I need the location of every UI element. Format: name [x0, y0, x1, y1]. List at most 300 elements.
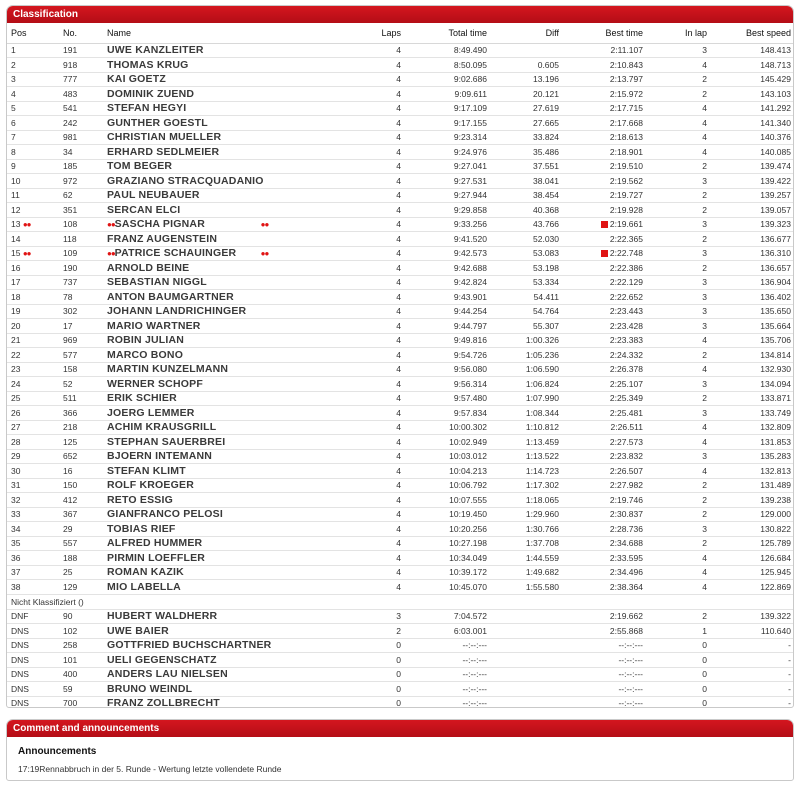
- cell-best: 2:19.727: [563, 188, 647, 203]
- cell-speed: 139.257: [711, 188, 794, 203]
- col-header-name: Name: [103, 23, 341, 43]
- cell-total: 9:17.109: [405, 101, 491, 116]
- cell-laps: 4: [341, 290, 405, 305]
- cell-speed: 134.094: [711, 377, 794, 392]
- flag-dots-icon: ●●: [107, 220, 115, 230]
- cell-diff: 1:13.522: [491, 449, 563, 464]
- cell-diff: 1:05.236: [491, 348, 563, 363]
- cell-best: 2:22.365: [563, 232, 647, 247]
- cell-no: 118: [59, 232, 103, 247]
- cell-speed: -: [711, 653, 794, 668]
- best-lap-marker-icon: [601, 250, 608, 257]
- cell-diff: 1:29.960: [491, 507, 563, 522]
- cell-no: 577: [59, 348, 103, 363]
- table-row: [7, 333, 794, 348]
- cell-inlap: 4: [647, 101, 711, 116]
- cell-pos: DNS: [7, 682, 59, 697]
- cell-pos: 21: [7, 333, 59, 348]
- cell-total: 9:33.256: [405, 217, 491, 232]
- cell-inlap: 3: [647, 406, 711, 421]
- cell-best: [563, 217, 647, 232]
- cell-speed: 133.871: [711, 391, 794, 406]
- cell-inlap: 3: [647, 43, 711, 58]
- cell-best: 2:30.837: [563, 507, 647, 522]
- cell-diff: [491, 624, 563, 639]
- cell-pos: 16: [7, 261, 59, 276]
- cell-pos: 37: [7, 565, 59, 580]
- cell-best: 2:15.972: [563, 87, 647, 102]
- cell-best: --:--:---: [563, 667, 647, 682]
- cell-diff: 33.824: [491, 130, 563, 145]
- cell-inlap: 4: [647, 435, 711, 450]
- cell-speed: 131.489: [711, 478, 794, 493]
- cell-pos: 30: [7, 464, 59, 479]
- cell-total: --:--:---: [405, 667, 491, 682]
- cell-diff: 1:55.580: [491, 580, 563, 595]
- cell-total: --:--:---: [405, 696, 491, 708]
- cell-no: 969: [59, 333, 103, 348]
- cell-laps: 4: [341, 217, 405, 232]
- cell-speed: 136.310: [711, 246, 794, 261]
- table-row: [7, 87, 794, 102]
- cell-name: CHRISTIAN MUELLER: [103, 130, 341, 145]
- cell-speed: 148.713: [711, 58, 794, 73]
- cell-speed: 135.650: [711, 304, 794, 319]
- cell-name: HUBERT WALDHERR: [103, 609, 341, 624]
- cell-speed: 131.853: [711, 435, 794, 450]
- cell-total: 9:49.816: [405, 333, 491, 348]
- cell-diff: [491, 667, 563, 682]
- cell-inlap: 4: [647, 464, 711, 479]
- cell-name: BRUNO WEINDL: [103, 682, 341, 697]
- cell-inlap: 4: [647, 565, 711, 580]
- cell-name: ACHIM KRAUSGRILL: [103, 420, 341, 435]
- cell-speed: -: [711, 682, 794, 697]
- cell-inlap: 4: [647, 551, 711, 566]
- cell-speed: 110.640: [711, 624, 794, 639]
- cell-laps: 4: [341, 507, 405, 522]
- cell-name: RETO ESSIG: [103, 493, 341, 508]
- table-row: [7, 217, 794, 232]
- cell-diff: 1:10.812: [491, 420, 563, 435]
- cell-no: 25: [59, 565, 103, 580]
- cell-total: 9:23.314: [405, 130, 491, 145]
- col-header-no: No.: [59, 23, 103, 43]
- cell-name: JOERG LEMMER: [103, 406, 341, 421]
- cell-no: 652: [59, 449, 103, 464]
- cell-diff: 38.041: [491, 174, 563, 189]
- cell-pos: 9: [7, 159, 59, 174]
- cell-total: 10:19.450: [405, 507, 491, 522]
- cell-laps: 4: [341, 478, 405, 493]
- cell-name: PIRMIN LOEFFLER: [103, 551, 341, 566]
- table-row: [7, 667, 794, 682]
- cell-total: 9:27.531: [405, 174, 491, 189]
- cell-total: 9:57.834: [405, 406, 491, 421]
- cell-diff: 1:17.302: [491, 478, 563, 493]
- cell-no: 351: [59, 203, 103, 218]
- cell-laps: 4: [341, 246, 405, 261]
- cell-best-text: 2:19.661: [609, 219, 643, 230]
- cell-laps: 4: [341, 116, 405, 131]
- cell-inlap: 4: [647, 333, 711, 348]
- cell-total: 9:44.254: [405, 304, 491, 319]
- table-row: [7, 522, 794, 537]
- cell-laps: 4: [341, 159, 405, 174]
- cell-name: MARTIN KUNZELMANN: [103, 362, 341, 377]
- cell-pos: 4: [7, 87, 59, 102]
- cell-name: WERNER SCHOPF: [103, 377, 341, 392]
- cell-pos: 35: [7, 536, 59, 551]
- cell-diff: [491, 653, 563, 668]
- cell-best: 2:19.746: [563, 493, 647, 508]
- table-row: [7, 275, 794, 290]
- cell-name: FRANZ AUGENSTEIN: [103, 232, 341, 247]
- cell-inlap: 0: [647, 638, 711, 653]
- cell-no: 62: [59, 188, 103, 203]
- cell-pos: 2: [7, 58, 59, 73]
- cell-name: MIO LABELLA: [103, 580, 341, 595]
- cell-best: 2:19.562: [563, 174, 647, 189]
- cell-laps: 4: [341, 203, 405, 218]
- cell-inlap: 0: [647, 682, 711, 697]
- table-row: [7, 536, 794, 551]
- cell-speed: 139.322: [711, 609, 794, 624]
- cell-best: 2:25.349: [563, 391, 647, 406]
- cell-inlap: 2: [647, 391, 711, 406]
- cell-speed: 139.422: [711, 174, 794, 189]
- cell-no: 218: [59, 420, 103, 435]
- cell-laps: 4: [341, 565, 405, 580]
- classification-body: [7, 43, 794, 708]
- cell-speed: -: [711, 667, 794, 682]
- cell-name: KAI GOETZ: [103, 72, 341, 87]
- cell-laps: 4: [341, 333, 405, 348]
- table-row: [7, 159, 794, 174]
- cell-pos-text: 15: [11, 248, 21, 259]
- cell-inlap: 3: [647, 290, 711, 305]
- cell-speed: 136.904: [711, 275, 794, 290]
- table-row: [7, 290, 794, 305]
- cell-speed: 139.057: [711, 203, 794, 218]
- cell-inlap: 2: [647, 232, 711, 247]
- table-row: [7, 420, 794, 435]
- table-row: [7, 406, 794, 421]
- cell-no: 242: [59, 116, 103, 131]
- classification-header: Classification: [7, 6, 793, 23]
- cell-inlap: 3: [647, 377, 711, 392]
- table-row: [7, 682, 794, 697]
- cell-pos: DNS: [7, 624, 59, 639]
- cell-no: 981: [59, 130, 103, 145]
- cell-speed: 133.749: [711, 406, 794, 421]
- cell-best: 2:22.652: [563, 290, 647, 305]
- cell-best: 2:26.507: [563, 464, 647, 479]
- flag-dots-icon: ●●: [107, 249, 115, 259]
- cell-diff: 13.196: [491, 72, 563, 87]
- cell-inlap: 2: [647, 72, 711, 87]
- cell-pos: DNS: [7, 653, 59, 668]
- cell-total: 10:04.213: [405, 464, 491, 479]
- cell-laps: 4: [341, 464, 405, 479]
- cell-best: --:--:---: [563, 638, 647, 653]
- cell-name: ROLF KROEGER: [103, 478, 341, 493]
- cell-inlap: 2: [647, 348, 711, 363]
- cell-best: 2:22.129: [563, 275, 647, 290]
- table-row: [7, 188, 794, 203]
- cell-pos: 33: [7, 507, 59, 522]
- cell-no: 17: [59, 319, 103, 334]
- cell-name: ALFRED HUMMER: [103, 536, 341, 551]
- cell-speed: 136.402: [711, 290, 794, 305]
- cell-best: 2:23.832: [563, 449, 647, 464]
- cell-name: UELI GEGENSCHATZ: [103, 653, 341, 668]
- cell-name: FRANZ ZOLLBRECHT: [103, 696, 341, 708]
- cell-total: 8:49.490: [405, 43, 491, 58]
- cell-no: 52: [59, 377, 103, 392]
- cell-laps: 4: [341, 130, 405, 145]
- cell-best: 2:23.428: [563, 319, 647, 334]
- cell-name: THOMAS KRUG: [103, 58, 341, 73]
- classification-table: [7, 23, 794, 708]
- table-row: [7, 580, 794, 595]
- cell-name: MARCO BONO: [103, 348, 341, 363]
- col-header-in-lap: In lap: [647, 23, 711, 43]
- cell-total: 9:02.686: [405, 72, 491, 87]
- cell-speed: 139.238: [711, 493, 794, 508]
- cell-diff: 1:13.459: [491, 435, 563, 450]
- flag-dots-icon: ●●: [22, 220, 31, 230]
- cell-inlap: 2: [647, 87, 711, 102]
- cell-diff: [491, 638, 563, 653]
- cell-total: --:--:---: [405, 638, 491, 653]
- cell-no: 972: [59, 174, 103, 189]
- cell-best-text: 2:22.748: [609, 248, 643, 259]
- cell-diff: 1:08.344: [491, 406, 563, 421]
- cell-speed: 139.474: [711, 159, 794, 174]
- table-row: [7, 130, 794, 145]
- cell-pos-text: 13: [11, 219, 21, 230]
- table-row: [7, 507, 794, 522]
- cell-diff: 1:37.708: [491, 536, 563, 551]
- cell-laps: 0: [341, 696, 405, 708]
- cell-laps: 4: [341, 261, 405, 276]
- cell-total: 9:29.858: [405, 203, 491, 218]
- table-row: [7, 362, 794, 377]
- cell-best: 2:27.573: [563, 435, 647, 450]
- cell-speed: -: [711, 638, 794, 653]
- cell-pos: 11: [7, 188, 59, 203]
- cell-no: 78: [59, 290, 103, 305]
- cell-pos: 25: [7, 391, 59, 406]
- table-row: [7, 304, 794, 319]
- cell-inlap: 3: [647, 304, 711, 319]
- table-row: [7, 145, 794, 160]
- cell-laps: 4: [341, 72, 405, 87]
- cell-pos: 28: [7, 435, 59, 450]
- cell-diff: 55.307: [491, 319, 563, 334]
- cell-diff: 35.486: [491, 145, 563, 160]
- col-header-best-time: Best time: [563, 23, 647, 43]
- cell-laps: 0: [341, 682, 405, 697]
- cell-pos: 32: [7, 493, 59, 508]
- table-row: [7, 246, 794, 261]
- table-row: [7, 565, 794, 580]
- cell-total: 10:20.256: [405, 522, 491, 537]
- cell-laps: 4: [341, 435, 405, 450]
- cell-best: --:--:---: [563, 696, 647, 708]
- cell-pos: 36: [7, 551, 59, 566]
- cell-speed: 126.684: [711, 551, 794, 566]
- cell-name: STEFAN KLIMT: [103, 464, 341, 479]
- cell-pos: 38: [7, 580, 59, 595]
- col-header-laps: Laps: [341, 23, 405, 43]
- cell-laps: 4: [341, 188, 405, 203]
- cell-name: ANTON BAUMGARTNER: [103, 290, 341, 305]
- cell-no: 541: [59, 101, 103, 116]
- cell-best: 2:55.868: [563, 624, 647, 639]
- cell-diff: 1:06.590: [491, 362, 563, 377]
- col-header-diff: Diff: [491, 23, 563, 43]
- cell-inlap: 2: [647, 609, 711, 624]
- cell-laps: 4: [341, 58, 405, 73]
- cell-inlap: 0: [647, 667, 711, 682]
- cell-best: 2:27.982: [563, 478, 647, 493]
- cell-no: 90: [59, 609, 103, 624]
- cell-laps: 4: [341, 536, 405, 551]
- cell-laps: 0: [341, 667, 405, 682]
- cell-best: 2:23.383: [563, 333, 647, 348]
- cell-name: GIANFRANCO PELOSI: [103, 507, 341, 522]
- cell-total: 10:27.198: [405, 536, 491, 551]
- cell-speed: 134.814: [711, 348, 794, 363]
- cell-pos: 22: [7, 348, 59, 363]
- cell-pos: 24: [7, 377, 59, 392]
- cell-no: 366: [59, 406, 103, 421]
- cell-best: 2:13.797: [563, 72, 647, 87]
- cell-laps: 4: [341, 101, 405, 116]
- cell-diff: 27.665: [491, 116, 563, 131]
- cell-name: ANDERS LAU NIELSEN: [103, 667, 341, 682]
- cell-name: TOBIAS RIEF: [103, 522, 341, 537]
- cell-no: 700: [59, 696, 103, 708]
- cell-total: 9:42.573: [405, 246, 491, 261]
- cell-no: 190: [59, 261, 103, 276]
- cell-name-text: PATRICE SCHAUINGER: [114, 247, 237, 260]
- cell-no-text: 109: [63, 248, 78, 259]
- cell-name: ROMAN KAZIK: [103, 565, 341, 580]
- table-row: [7, 435, 794, 450]
- cell-inlap: 4: [647, 420, 711, 435]
- cell-name: UWE BAIER: [103, 624, 341, 639]
- cell-speed: 130.822: [711, 522, 794, 537]
- cell-total: 9:09.611: [405, 87, 491, 102]
- cell-inlap: 4: [647, 116, 711, 131]
- cell-name: STEPHAN SAUERBREI: [103, 435, 341, 450]
- cell-laps: 4: [341, 391, 405, 406]
- cell-total: 9:24.976: [405, 145, 491, 160]
- cell-no: 150: [59, 478, 103, 493]
- cell-laps: 4: [341, 362, 405, 377]
- cell-inlap: 4: [647, 145, 711, 160]
- cell-diff: 1:06.824: [491, 377, 563, 392]
- cell-diff: 53.083: [491, 246, 563, 261]
- cell-speed: 122.869: [711, 580, 794, 595]
- cell-no: 412: [59, 493, 103, 508]
- cell-no: 302: [59, 304, 103, 319]
- cell-inlap: 3: [647, 174, 711, 189]
- cell-name: PAUL NEUBAUER: [103, 188, 341, 203]
- cell-best: 2:25.107: [563, 377, 647, 392]
- cell-pos: 29: [7, 449, 59, 464]
- table-row: [7, 232, 794, 247]
- cell-no: 188: [59, 551, 103, 566]
- cell-pos: 1: [7, 43, 59, 58]
- cell-diff: 43.766: [491, 217, 563, 232]
- cell-speed: 148.413: [711, 43, 794, 58]
- cell-laps: 4: [341, 145, 405, 160]
- cell-speed: 132.809: [711, 420, 794, 435]
- cell-inlap: 3: [647, 246, 711, 261]
- table-row: [7, 624, 794, 639]
- cell-name: GOTTFRIED BUCHSCHARTNER: [103, 638, 341, 653]
- cell-pos: [7, 217, 59, 232]
- cell-pos: 18: [7, 290, 59, 305]
- cell-total: 7:04.572: [405, 609, 491, 624]
- cell-speed: 125.789: [711, 536, 794, 551]
- cell-total: 10:39.172: [405, 565, 491, 580]
- cell-pos: 3: [7, 72, 59, 87]
- cell-inlap: 4: [647, 58, 711, 73]
- cell-speed: 136.657: [711, 261, 794, 276]
- cell-pos: DNS: [7, 638, 59, 653]
- cell-pos: 23: [7, 362, 59, 377]
- cell-inlap: 3: [647, 319, 711, 334]
- cell-diff: 54.411: [491, 290, 563, 305]
- cell-best: 2:22.386: [563, 261, 647, 276]
- cell-diff: 27.619: [491, 101, 563, 116]
- cell-total: 9:27.944: [405, 188, 491, 203]
- cell-no: 129: [59, 580, 103, 595]
- table-row: [7, 261, 794, 276]
- table-row: [7, 638, 794, 653]
- cell-diff: 1:00.326: [491, 333, 563, 348]
- cell-no: 400: [59, 667, 103, 682]
- table-header-row: [7, 23, 794, 43]
- cell-best: 2:24.332: [563, 348, 647, 363]
- table-row: [7, 43, 794, 58]
- cell-pos: 27: [7, 420, 59, 435]
- classification-panel: [6, 5, 794, 708]
- cell-laps: 0: [341, 653, 405, 668]
- cell-name: MARIO WARTNER: [103, 319, 341, 334]
- cell-inlap: 4: [647, 130, 711, 145]
- table-row: [7, 377, 794, 392]
- cell-inlap: 2: [647, 159, 711, 174]
- cell-name: ROBIN JULIAN: [103, 333, 341, 348]
- cell-pos: 14: [7, 232, 59, 247]
- cell-pos: 12: [7, 203, 59, 218]
- cell-speed: 135.283: [711, 449, 794, 464]
- cell-no: 737: [59, 275, 103, 290]
- table-row: [7, 203, 794, 218]
- table-row: [7, 174, 794, 189]
- cell-speed: 135.706: [711, 333, 794, 348]
- flag-dots-icon: ●●: [260, 249, 269, 259]
- cell-best: 2:19.510: [563, 159, 647, 174]
- cell-pos: 7: [7, 130, 59, 145]
- cell-best: 2:34.688: [563, 536, 647, 551]
